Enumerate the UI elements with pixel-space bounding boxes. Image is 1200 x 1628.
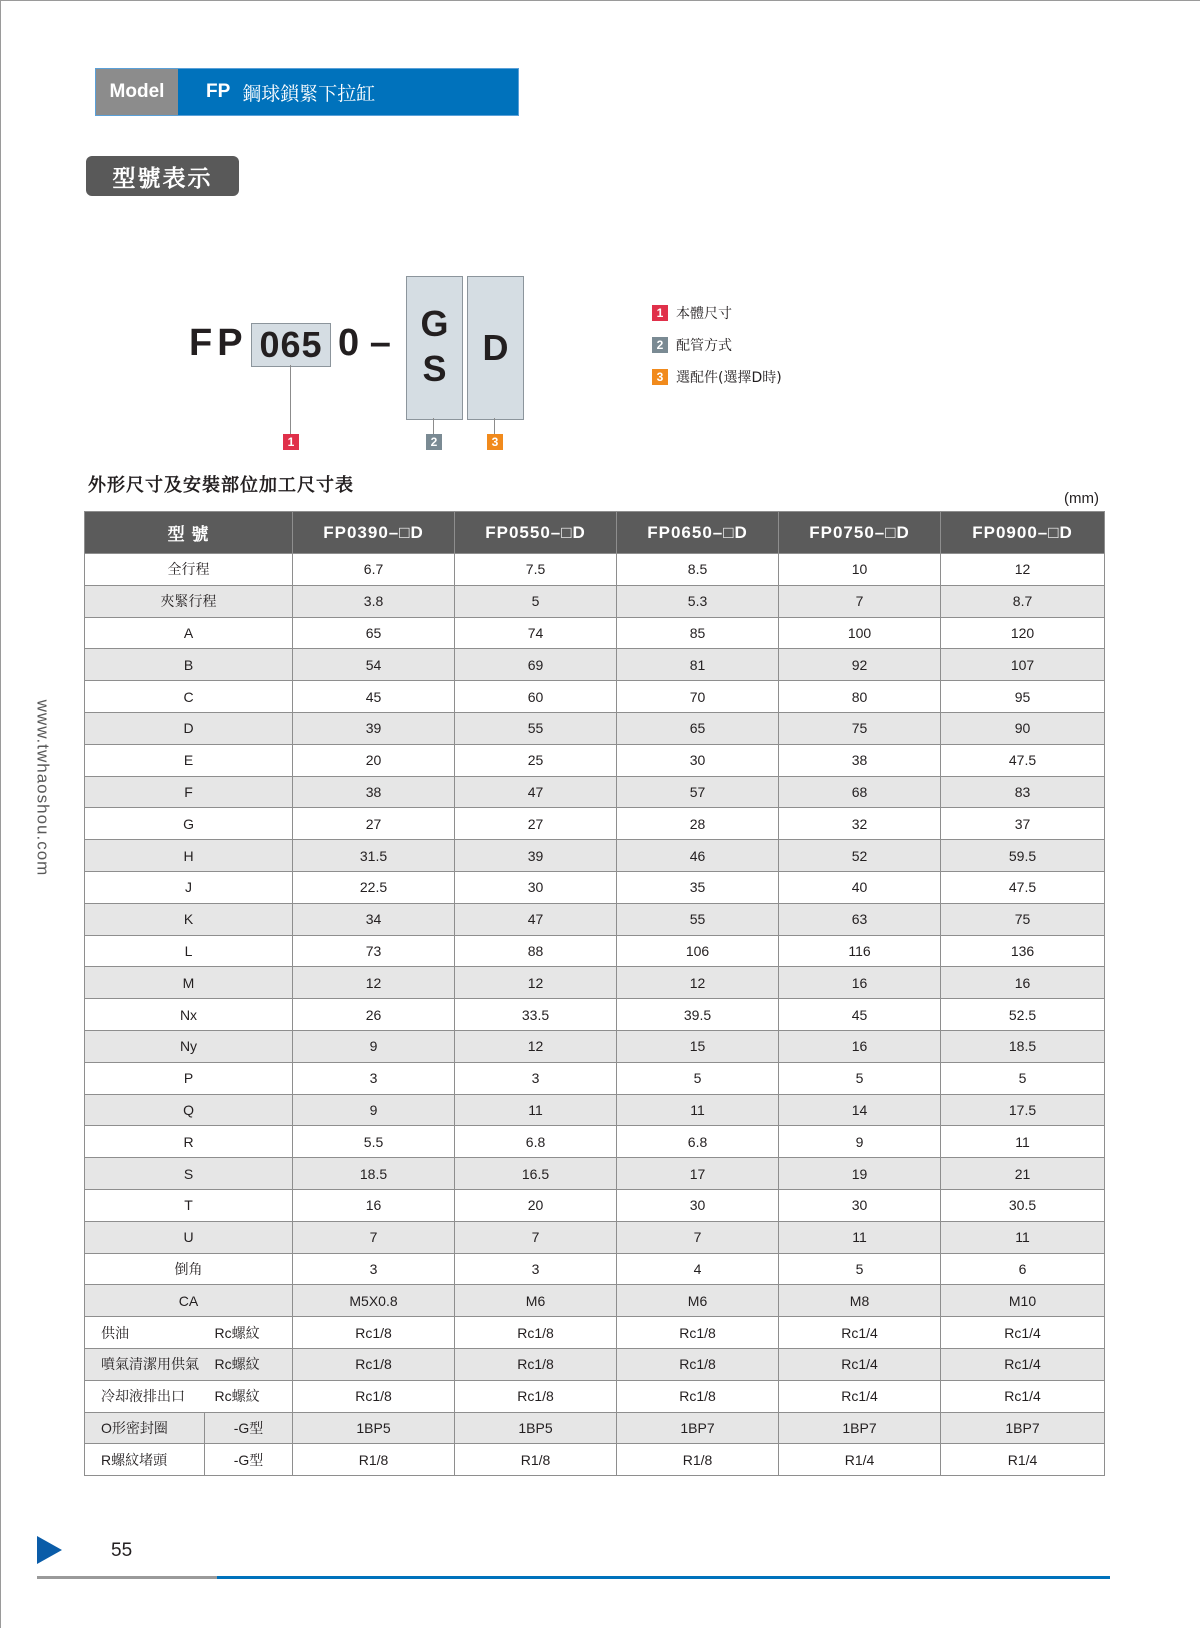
table-row <box>85 1030 1105 1062</box>
table-row <box>85 617 1105 649</box>
table-row <box>85 967 1105 999</box>
table-row <box>85 999 1105 1031</box>
section-title: 型號表示 <box>86 156 239 196</box>
table-cell: 70 <box>617 681 779 713</box>
row-label: F <box>85 776 293 808</box>
code-size-box: 065 <box>251 323 331 367</box>
table-row <box>85 1094 1105 1126</box>
header-fp0390: FP0390–□D <box>293 512 455 554</box>
play-arrow-icon <box>37 1536 62 1564</box>
table-cell: Rc1/4 <box>779 1380 941 1412</box>
table-cell: 12 <box>455 1030 617 1062</box>
table-row <box>85 585 1105 617</box>
legend-badge-1: 1 <box>652 305 668 321</box>
table-cell: 47.5 <box>941 871 1105 903</box>
row-label: 倒角 <box>85 1253 293 1285</box>
table-cell: 5.5 <box>293 1126 455 1158</box>
table-cell: 7 <box>617 1221 779 1253</box>
table-title: 外形尺寸及安裝部位加工尺寸表 <box>88 475 354 496</box>
side-url <box>22 680 62 895</box>
table-row <box>85 808 1105 840</box>
row-label: D <box>85 712 293 744</box>
page-number: 55 <box>111 1540 133 1561</box>
table-cell: R1/8 <box>455 1444 617 1476</box>
table-cell: 35 <box>617 871 779 903</box>
model-label: Model <box>96 69 178 115</box>
legend-badge-3: 3 <box>652 369 668 385</box>
row-sublabel: Rc螺紋 <box>205 1317 293 1349</box>
table-cell: 21 <box>941 1158 1105 1190</box>
table-row <box>85 1062 1105 1094</box>
table-cell: 54 <box>293 649 455 681</box>
table-cell: Rc1/8 <box>293 1317 455 1349</box>
table-cell: 92 <box>779 649 941 681</box>
table-cell: 39.5 <box>617 999 779 1031</box>
table-row <box>85 1380 1105 1412</box>
table-cell: 12 <box>617 967 779 999</box>
table-cell: 6.8 <box>455 1126 617 1158</box>
code-prefix: FP <box>189 322 248 364</box>
table-cell: R1/8 <box>617 1444 779 1476</box>
table-cell: 38 <box>293 776 455 808</box>
table-row <box>85 903 1105 935</box>
table-row <box>85 1158 1105 1190</box>
table-cell: Rc1/8 <box>455 1348 617 1380</box>
table-cell: 5.3 <box>617 585 779 617</box>
table-cell: 74 <box>455 617 617 649</box>
code-piping-box <box>406 276 463 420</box>
row-sublabel: Rc螺紋 <box>205 1348 293 1380</box>
row-label: C <box>85 681 293 713</box>
table-cell: 106 <box>617 935 779 967</box>
table-cell: 7 <box>293 1221 455 1253</box>
table-cell: 47 <box>455 776 617 808</box>
table-row <box>85 712 1105 744</box>
table-cell: 20 <box>293 744 455 776</box>
table-cell: 136 <box>941 935 1105 967</box>
table-cell: 1BP5 <box>455 1412 617 1444</box>
table-cell: 7 <box>455 1221 617 1253</box>
table-cell: 120 <box>941 617 1105 649</box>
model-code: FP <box>206 81 231 102</box>
model-name: 鋼球鎖緊下拉缸 <box>242 82 376 105</box>
table-cell: 46 <box>617 840 779 872</box>
table-cell: 11 <box>941 1126 1105 1158</box>
table-cell: 7 <box>779 585 941 617</box>
legend-label: 本體尺寸 <box>676 306 732 322</box>
table-cell: 18.5 <box>941 1030 1105 1062</box>
table-cell: 1BP7 <box>941 1412 1105 1444</box>
table-cell: 60 <box>455 681 617 713</box>
legend-label: 配管方式 <box>676 338 732 354</box>
table-cell: 63 <box>779 903 941 935</box>
table-cell: 38 <box>779 744 941 776</box>
table-cell: 37 <box>941 808 1105 840</box>
model-title <box>178 69 518 115</box>
row-label: Q <box>85 1094 293 1126</box>
badge-2: 2 <box>426 434 442 450</box>
table-cell: 17.5 <box>941 1094 1105 1126</box>
table-row <box>85 871 1105 903</box>
website-url: www.twhaoshou.com <box>33 699 52 876</box>
table-cell: 15 <box>617 1030 779 1062</box>
table-cell: 83 <box>941 776 1105 808</box>
row-sublabel: -G型 <box>205 1412 293 1444</box>
badge-3: 3 <box>487 434 503 450</box>
table-cell: 11 <box>455 1094 617 1126</box>
table-cell: 10 <box>779 554 941 586</box>
legend-item-piping <box>652 335 782 355</box>
table-cell: 26 <box>293 999 455 1031</box>
table-row <box>85 744 1105 776</box>
table-cell: 3 <box>293 1062 455 1094</box>
table-cell: 25 <box>455 744 617 776</box>
table-cell: M6 <box>455 1285 617 1317</box>
table-cell: 27 <box>293 808 455 840</box>
table-cell: Rc1/8 <box>617 1348 779 1380</box>
table-cell: 8.7 <box>941 585 1105 617</box>
row-label: 夾緊行程 <box>85 585 293 617</box>
table-cell: 40 <box>779 871 941 903</box>
table-cell: 47 <box>455 903 617 935</box>
table-cell: 9 <box>293 1030 455 1062</box>
table-cell: 116 <box>779 935 941 967</box>
table-cell: R1/4 <box>779 1444 941 1476</box>
table-cell: M8 <box>779 1285 941 1317</box>
table-cell: 11 <box>779 1221 941 1253</box>
row-label: P <box>85 1062 293 1094</box>
table-row <box>85 840 1105 872</box>
table-cell: 6.8 <box>617 1126 779 1158</box>
table-header-row <box>85 512 1105 554</box>
table-cell: 6 <box>941 1253 1105 1285</box>
table-cell: 7.5 <box>455 554 617 586</box>
row-label: U <box>85 1221 293 1253</box>
table-cell: 30 <box>617 744 779 776</box>
table-cell: 3 <box>293 1253 455 1285</box>
table-cell: 39 <box>455 840 617 872</box>
table-cell: 30 <box>779 1189 941 1221</box>
row-label: J <box>85 871 293 903</box>
row-label: L <box>85 935 293 967</box>
table-cell: 52.5 <box>941 999 1105 1031</box>
table-cell: 30 <box>617 1189 779 1221</box>
table-cell: 34 <box>293 903 455 935</box>
legend-item-body-size <box>652 303 782 323</box>
table-cell: 12 <box>293 967 455 999</box>
table-cell: R1/8 <box>293 1444 455 1476</box>
table-cell: 45 <box>779 999 941 1031</box>
table-cell: 5 <box>779 1062 941 1094</box>
table-cell: 12 <box>941 554 1105 586</box>
row-label: R <box>85 1126 293 1158</box>
table-cell: 9 <box>293 1094 455 1126</box>
table-row <box>85 1444 1105 1476</box>
header-fp0650: FP0650–□D <box>617 512 779 554</box>
table-cell: Rc1/8 <box>455 1380 617 1412</box>
table-cell: 4 <box>617 1253 779 1285</box>
table-cell: 20 <box>455 1189 617 1221</box>
table-row <box>85 935 1105 967</box>
table-cell: Rc1/8 <box>293 1380 455 1412</box>
row-label: O形密封圈 <box>85 1412 205 1444</box>
table-cell: 47.5 <box>941 744 1105 776</box>
table-cell: M6 <box>617 1285 779 1317</box>
table-row <box>85 1253 1105 1285</box>
table-cell: Rc1/8 <box>617 1317 779 1349</box>
page-border-left <box>0 0 1 1628</box>
footer-line-gray <box>37 1576 217 1579</box>
table-row <box>85 1285 1105 1317</box>
table-cell: M5X0.8 <box>293 1285 455 1317</box>
table-cell: 3 <box>455 1253 617 1285</box>
table-cell: Rc1/8 <box>617 1380 779 1412</box>
option-d: D <box>482 327 509 368</box>
piping-option-s: S <box>422 348 447 389</box>
table-row <box>85 1221 1105 1253</box>
legend-item-option <box>652 367 782 387</box>
code-suffix: 0 – <box>338 322 391 364</box>
table-cell: Rc1/4 <box>941 1317 1105 1349</box>
table-cell: 30.5 <box>941 1189 1105 1221</box>
table-cell: 9 <box>779 1126 941 1158</box>
table-cell: 100 <box>779 617 941 649</box>
table-cell: Rc1/4 <box>941 1380 1105 1412</box>
table-cell: 28 <box>617 808 779 840</box>
table-cell: 27 <box>455 808 617 840</box>
page-border-top <box>0 0 1200 1</box>
table-cell: 6.7 <box>293 554 455 586</box>
table-cell: 30 <box>455 871 617 903</box>
table-cell: Rc1/8 <box>455 1317 617 1349</box>
table-cell: 14 <box>779 1094 941 1126</box>
table-cell: 39 <box>293 712 455 744</box>
table-cell: 65 <box>293 617 455 649</box>
table-cell: 11 <box>941 1221 1105 1253</box>
piping-option-g: G <box>420 303 449 344</box>
table-row <box>85 1412 1105 1444</box>
table-cell: 85 <box>617 617 779 649</box>
row-label: 噴氣清潔用供氣 <box>85 1348 205 1380</box>
table-row <box>85 1126 1105 1158</box>
row-label: 全行程 <box>85 554 293 586</box>
table-cell: 69 <box>455 649 617 681</box>
table-cell: 32 <box>779 808 941 840</box>
footer-line-blue <box>217 1576 1110 1579</box>
table-cell: 16 <box>779 1030 941 1062</box>
table-cell: 16 <box>779 967 941 999</box>
table-cell: 19 <box>779 1158 941 1190</box>
table-cell: 5 <box>617 1062 779 1094</box>
legend-label: 選配件(選擇D時) <box>676 370 782 386</box>
header-fp0900: FP0900–□D <box>941 512 1105 554</box>
row-label: H <box>85 840 293 872</box>
table-row <box>85 649 1105 681</box>
table-row <box>85 681 1105 713</box>
table-cell: 68 <box>779 776 941 808</box>
row-label: S <box>85 1158 293 1190</box>
size-connector-line <box>290 365 291 434</box>
row-label: G <box>85 808 293 840</box>
table-cell: 8.5 <box>617 554 779 586</box>
table-cell: 12 <box>455 967 617 999</box>
row-label: 冷却液排出口 <box>85 1380 205 1412</box>
table-cell: 55 <box>455 712 617 744</box>
unit-label: (mm) <box>1064 490 1099 507</box>
table-row <box>85 776 1105 808</box>
table-cell: 31.5 <box>293 840 455 872</box>
table-cell: 16.5 <box>455 1158 617 1190</box>
table-cell: 95 <box>941 681 1105 713</box>
row-label: E <box>85 744 293 776</box>
row-label: M <box>85 967 293 999</box>
table-cell: 5 <box>779 1253 941 1285</box>
row-label: Ny <box>85 1030 293 1062</box>
table-cell: 57 <box>617 776 779 808</box>
table-cell: Rc1/8 <box>293 1348 455 1380</box>
table-cell: 1BP5 <box>293 1412 455 1444</box>
option-connector-line <box>494 418 495 434</box>
table-row <box>85 1348 1105 1380</box>
table-cell: 33.5 <box>455 999 617 1031</box>
row-label: K <box>85 903 293 935</box>
row-label: T <box>85 1189 293 1221</box>
table-cell: 3 <box>455 1062 617 1094</box>
table-cell: 1BP7 <box>617 1412 779 1444</box>
table-cell: Rc1/4 <box>779 1348 941 1380</box>
table-row <box>85 1189 1105 1221</box>
header-model: 型 號 <box>85 512 293 554</box>
table-cell: R1/4 <box>941 1444 1105 1476</box>
row-label: B <box>85 649 293 681</box>
row-sublabel: Rc螺紋 <box>205 1380 293 1412</box>
table-cell: M10 <box>941 1285 1105 1317</box>
legend-badge-2: 2 <box>652 337 668 353</box>
table-cell: 17 <box>617 1158 779 1190</box>
table-cell: 75 <box>941 903 1105 935</box>
header-fp0750: FP0750–□D <box>779 512 941 554</box>
table-cell: 65 <box>617 712 779 744</box>
table-cell: 81 <box>617 649 779 681</box>
header-fp0550: FP0550–□D <box>455 512 617 554</box>
table-cell: 16 <box>293 1189 455 1221</box>
table-cell: 107 <box>941 649 1105 681</box>
table-cell: 59.5 <box>941 840 1105 872</box>
row-sublabel: -G型 <box>205 1444 293 1476</box>
row-label: Nx <box>85 999 293 1031</box>
table-cell: Rc1/4 <box>941 1348 1105 1380</box>
table-cell: 18.5 <box>293 1158 455 1190</box>
table-cell: 22.5 <box>293 871 455 903</box>
table-cell: 3.8 <box>293 585 455 617</box>
table-cell: Rc1/4 <box>779 1317 941 1349</box>
table-cell: 55 <box>617 903 779 935</box>
legend <box>652 303 782 387</box>
code-option-box <box>467 276 524 420</box>
table-cell: 73 <box>293 935 455 967</box>
table-row <box>85 1317 1105 1349</box>
table-cell: 52 <box>779 840 941 872</box>
row-label: A <box>85 617 293 649</box>
table-row <box>85 554 1105 586</box>
row-label: R螺紋堵頭 <box>85 1444 205 1476</box>
table-cell: 45 <box>293 681 455 713</box>
table-cell: 88 <box>455 935 617 967</box>
table-cell: 80 <box>779 681 941 713</box>
table-cell: 1BP7 <box>779 1412 941 1444</box>
table-cell: 75 <box>779 712 941 744</box>
row-label: CA <box>85 1285 293 1317</box>
row-label: 供油 <box>85 1317 205 1349</box>
table-cell: 5 <box>941 1062 1105 1094</box>
table-cell: 90 <box>941 712 1105 744</box>
table-cell: 16 <box>941 967 1105 999</box>
badge-1: 1 <box>283 434 299 450</box>
piping-connector-line <box>433 418 434 434</box>
dimension-table <box>84 511 1105 1476</box>
model-banner <box>95 68 519 116</box>
table-cell: 11 <box>617 1094 779 1126</box>
table-cell: 5 <box>455 585 617 617</box>
